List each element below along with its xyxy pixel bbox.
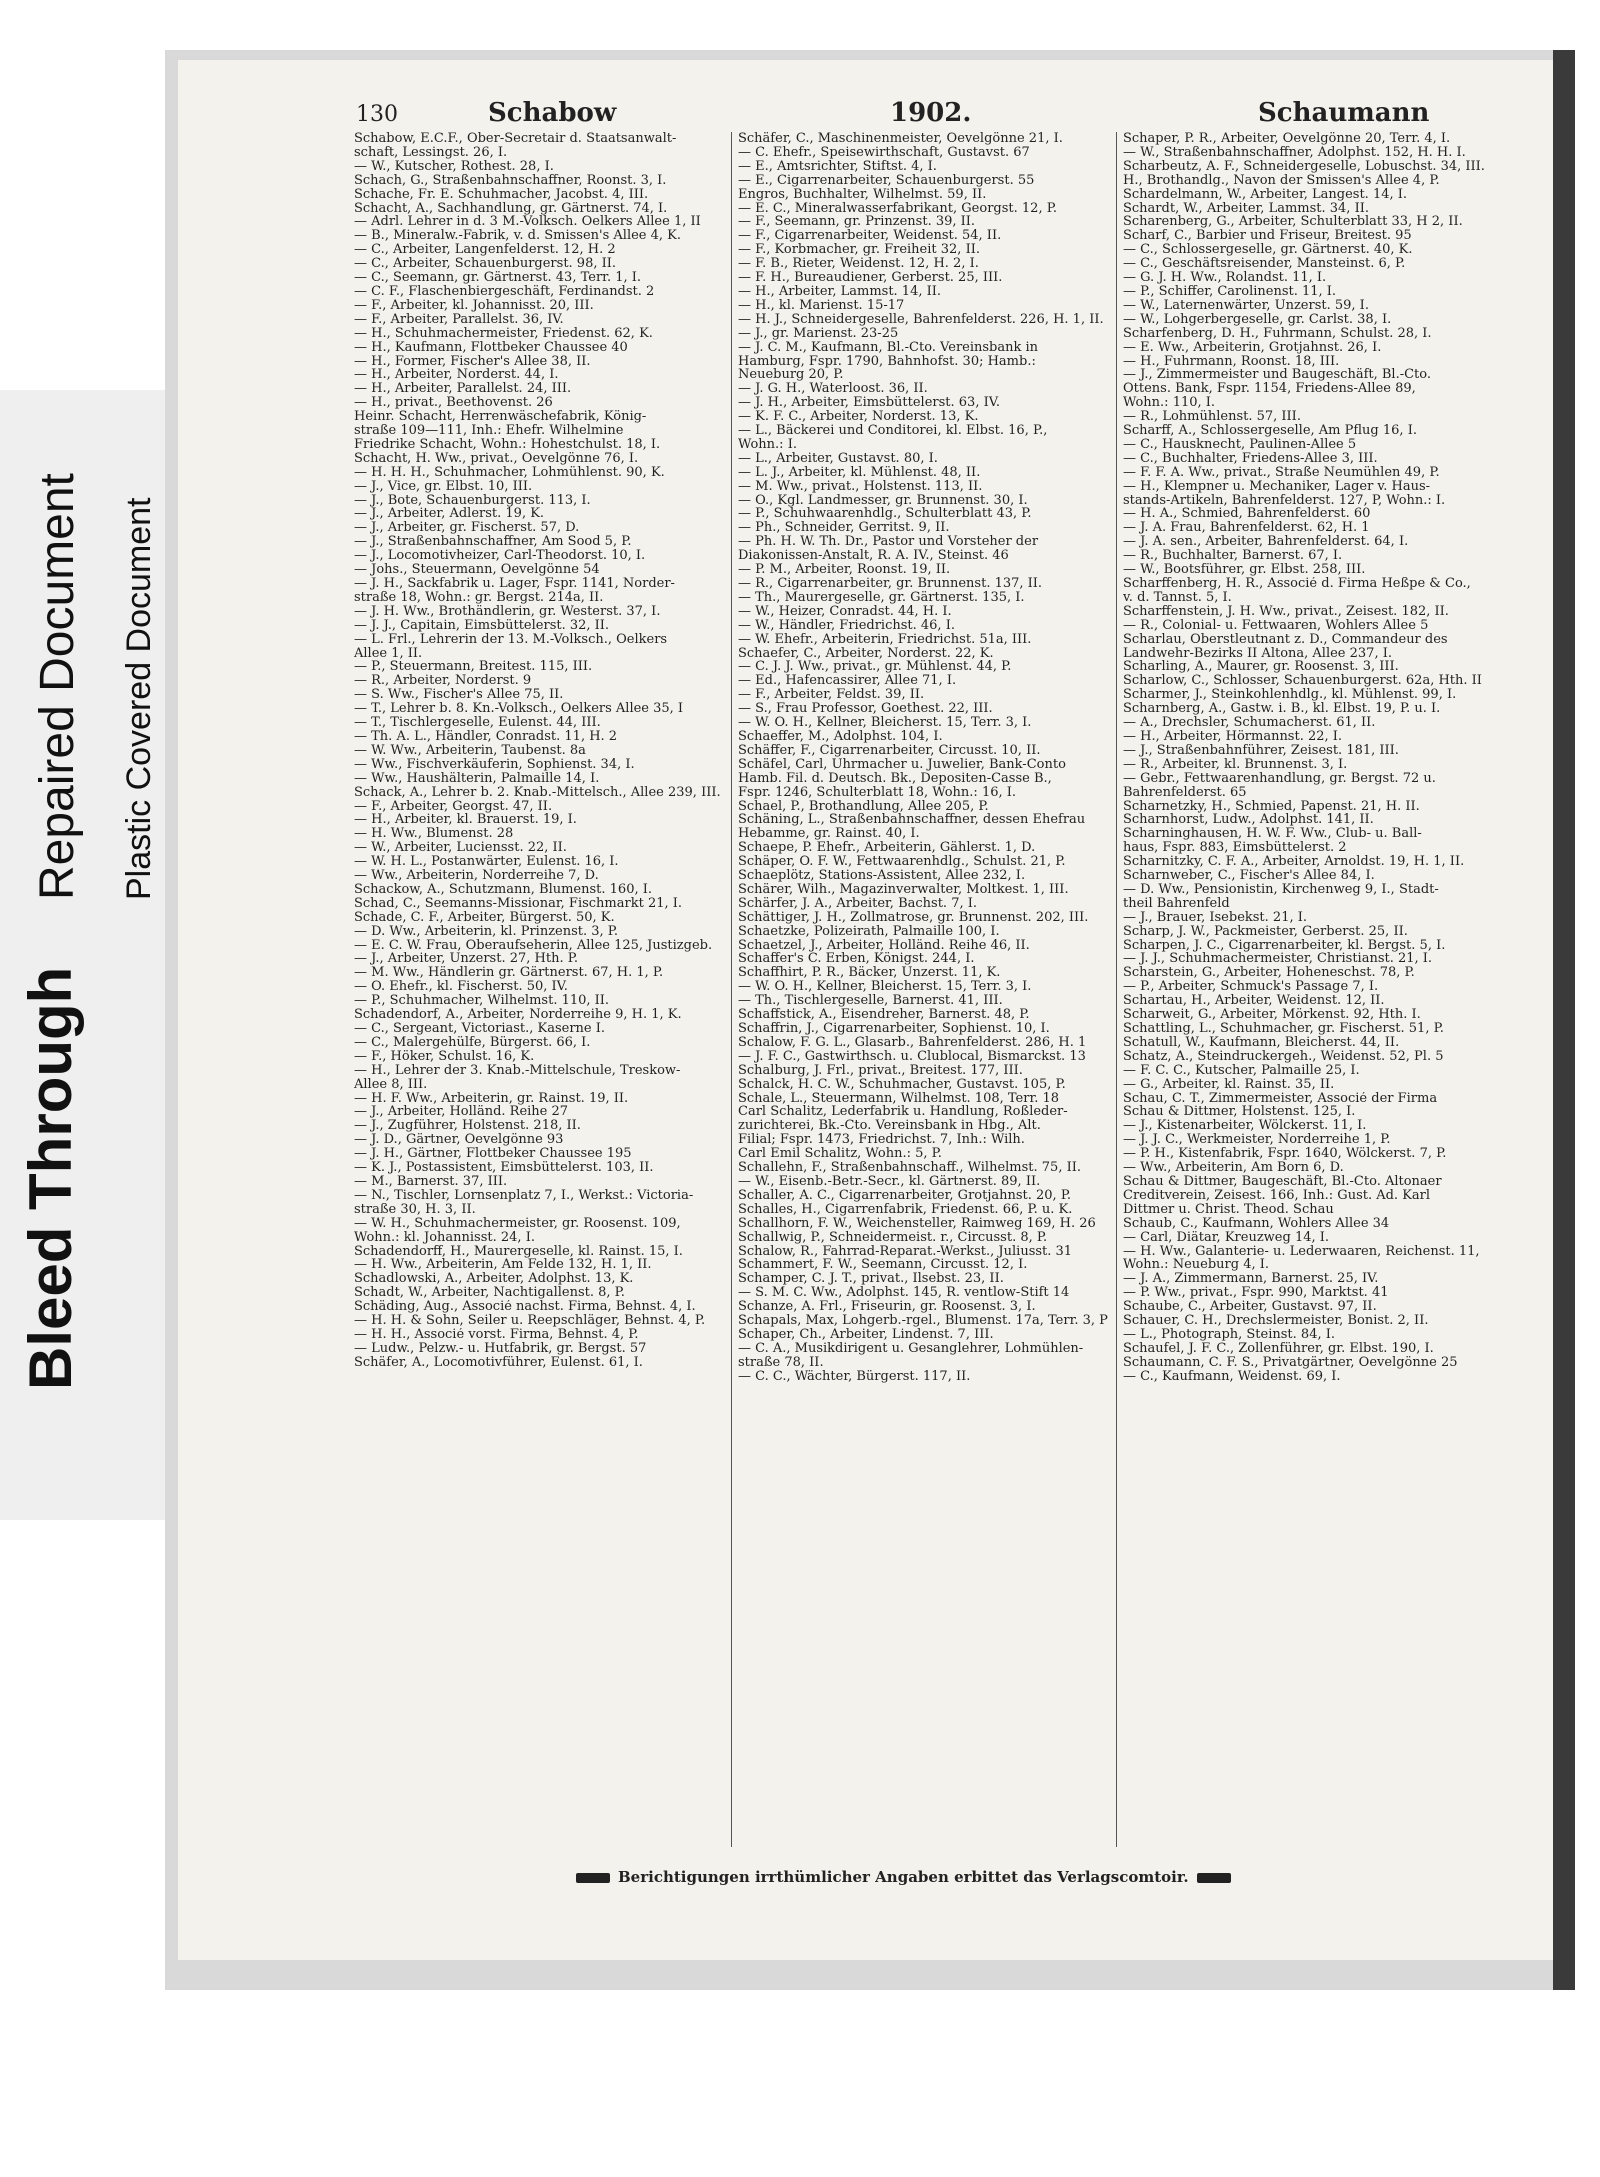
directory-entry: — E. Ww., Arbeiterin, Grotjahnst. 26, I. bbox=[1123, 340, 1382, 355]
directory-entry: Wohn.: Neueburg 4, I. bbox=[1123, 1258, 1269, 1273]
directory-entry: Schaffhirt, P. R., Bäcker, Unzerst. 11, K. bbox=[738, 966, 1001, 981]
directory-entry: Schaffrin, J., Cigarrenarbeiter, Sophienst. 10, I. bbox=[738, 1022, 1050, 1036]
directory-entry: — P., Steuermann, Breitest. 115, III. bbox=[354, 660, 593, 675]
directory-entry: Schaeffer, M., Adolphst. 104, I. bbox=[738, 729, 943, 744]
directory-entry: Scharenberg, G., Arbeiter, Schulterblatt 33, H 2, II. bbox=[1123, 215, 1463, 230]
directory-entry: — Th. A. L., Händler, Conradst. 11, H. 2 bbox=[354, 729, 618, 744]
directory-entry: v. d. Tannst. 5, I. bbox=[1123, 590, 1232, 605]
directory-entry: — W., Kutscher, Rothest. 28, I. bbox=[354, 159, 554, 174]
directory-entry: — R., Cigarrenarbeiter, gr. Brunnenst. 137, II. bbox=[738, 577, 1043, 591]
directory-entry: Schattling, L., Schuhmacher, gr. Fischerst. 51, P. bbox=[1123, 1022, 1444, 1036]
directory-entry: Wohn.: 110, I. bbox=[1123, 396, 1216, 411]
directory-entry: — Ludw., Pelzw.- u. Hutfabrik, gr. Bergst. 57 bbox=[354, 1341, 647, 1356]
directory-entry: — J., Zugführer, Holstenst. 218, II. bbox=[354, 1119, 581, 1134]
directory-entry: — K. J., Postassistent, Eimsbüttelerst. 103, II. bbox=[354, 1161, 654, 1175]
footer-note-text: Berichtigungen irrthümlicher Angaben erbittet das Verlagscomtoir. bbox=[618, 1868, 1189, 1886]
directory-entry: — H., Former, Fischer's Allee 38, II. bbox=[354, 354, 591, 369]
directory-entry: Schatz, A., Steindruckergeh., Weidenst. 52, Pl. 5 bbox=[1123, 1049, 1444, 1064]
directory-entry: Scharnweber, C., Fischer's Allee 84, I. bbox=[1123, 869, 1375, 883]
directory-entry: — C., Sergeant, Victoriast., Kaserne I. bbox=[354, 1022, 606, 1036]
directory-entry: Schallehn, F., Straßenbahnschaff., Wilhelmst. 75, II. bbox=[738, 1161, 1081, 1175]
directory-entry: Schacht, H. Ww., privat., Oevelgönne 76, I. bbox=[354, 451, 639, 466]
directory-entry: Scharp, J. W., Packmeister, Gerberst. 25, II. bbox=[1123, 924, 1408, 939]
directory-entry: — J. A. Frau, Bahrenfelderst. 62, H. 1 bbox=[1123, 521, 1370, 536]
directory-entry: Schallwig, P., Schneidermeist. r., Circusst. 8, P. bbox=[738, 1230, 1048, 1245]
directory-entry: — H. J., Schneidergeselle, Bahrenfelderst. 226, H. 1, II. bbox=[738, 312, 1104, 327]
directory-entry: — F., Cigarrenarbeiter, Weidenst. 54, II. bbox=[738, 229, 1002, 244]
directory-column-3 bbox=[1123, 132, 1518, 1384]
directory-entry: Scharlau, Oberstleutnant z. D., Commandeur des bbox=[1123, 632, 1448, 647]
directory-entry: — F., Arbeiter, Georgst. 47, II. bbox=[354, 799, 553, 814]
directory-entry: Schapals, Max, Lohgerb.-rgel., Blumenst. 17a, Terr. 3, P bbox=[738, 1314, 1108, 1328]
running-head-left: Schabow bbox=[488, 98, 617, 128]
directory-entry: Hamburg, Fspr. 1790, Bahnhofst. 30; Hamb.: bbox=[738, 354, 1036, 369]
directory-entry: straße 30, H. 3, II. bbox=[354, 1202, 476, 1217]
directory-entry: — S. Ww., Fischer's Allee 75, II. bbox=[354, 688, 564, 703]
directory-entry: Schäfer, A., Locomotivführer, Eulenst. 61, I. bbox=[354, 1355, 643, 1370]
directory-entry: Schale, L., Steuermann, Wilhelmst. 108, Terr. 18 bbox=[738, 1091, 1060, 1106]
directory-entry: H., Brothandlg., Navon der Smissen's Allee 4, P. bbox=[1123, 173, 1440, 188]
column-divider bbox=[731, 132, 732, 1847]
directory-entry: Ottens. Bank, Fspr. 1154, Friedens-Allee 89, bbox=[1123, 382, 1416, 397]
directory-entry: Carl Emil Schalitz, Wohn.: 5, P. bbox=[738, 1147, 942, 1162]
directory-entry: Schaepe, P. Ehefr., Arbeiterin, Gählerst. 1, D. bbox=[738, 841, 1036, 856]
directory-entry: — H., kl. Marienst. 15-17 bbox=[738, 298, 905, 313]
directory-entry: Schaffer's C. Erben, Königst. 244, I. bbox=[738, 952, 975, 967]
directory-entry: Schaube, C., Arbeiter, Gustavst. 97, II. bbox=[1123, 1300, 1377, 1315]
directory-entry: — G. J. H. Ww., Rolandst. 11, I. bbox=[1123, 271, 1327, 285]
directory-entry: — J., Brauer, Isebekst. 21, I. bbox=[1123, 910, 1307, 925]
directory-entry: — Ed., Hafencassirer, Allee 71, I. bbox=[738, 674, 957, 689]
directory-entry: — J. H., Gärtner, Flottbeker Chaussee 195 bbox=[354, 1147, 632, 1162]
directory-entry: — J., Arbeiter, Adlerst. 19, K. bbox=[354, 507, 545, 522]
directory-entry: Scharfenberg, D. H., Fuhrmann, Schulst. 28, I. bbox=[1123, 326, 1432, 341]
directory-entry: Scharweit, G., Arbeiter, Mörkenst. 92, Hth. I. bbox=[1123, 1008, 1421, 1022]
directory-entry: — W. H. L., Postanwärter, Eulenst. 16, I. bbox=[354, 855, 619, 870]
directory-entry: — C. J. J. Ww., privat., gr. Mühlenst. 44, P. bbox=[738, 660, 1012, 675]
directory-entry: zurichterei, Bk.-Cto. Vereinsbank in Hbg., Alt. bbox=[738, 1119, 1041, 1134]
directory-entry: — H., Schuhmachermeister, Friedenst. 62, K. bbox=[354, 326, 653, 341]
directory-entry: — F. H., Bureaudiener, Gerberst. 25, III. bbox=[738, 271, 1003, 285]
directory-entry: — C., Buchhalter, Friedens-Allee 3, III. bbox=[1123, 451, 1378, 466]
directory-entry: Schärfer, J. A., Arbeiter, Bachst. 7, I. bbox=[738, 896, 977, 911]
directory-entry: — J., Zimmermeister und Baugeschäft, Bl.-Cto. bbox=[1123, 368, 1432, 383]
directory-entry: — C., Arbeiter, Schauenburgerst. 98, II. bbox=[354, 257, 617, 272]
directory-entry: Schaetzel, J., Arbeiter, Holländ. Reihe 46, II. bbox=[738, 938, 1030, 953]
directory-entry: — J. H. Ww., Brothändlerin, gr. Westerst. 37, I. bbox=[354, 604, 661, 619]
directory-entry: Schättiger, J. H., Zollmatrose, gr. Brunnenst. 202, III. bbox=[738, 910, 1089, 925]
directory-page bbox=[178, 60, 1553, 1960]
directory-entry: Schaetzke, Polizeirath, Palmaille 100, I. bbox=[738, 924, 1000, 939]
directory-entry: — W. O. H., Kellner, Bleicherst. 15, Terr. 3, I. bbox=[738, 716, 1032, 730]
directory-entry: stands-Artikeln, Bahrenfelderst. 127, P, Wohn.: I. bbox=[1123, 493, 1446, 508]
directory-entry: straße 18, Wohn.: gr. Bergst. 214a, II. bbox=[354, 590, 604, 605]
directory-entry: — Th., Maurergeselle, gr. Gärtnerst. 135, I. bbox=[738, 590, 1025, 605]
directory-entry: Schaper, Ch., Arbeiter, Lindenst. 7, III. bbox=[738, 1327, 994, 1342]
directory-entry: — J., gr. Marienst. 23-25 bbox=[738, 326, 899, 341]
directory-entry: — W., Arbeiter, Luciensst. 22, II. bbox=[354, 841, 567, 856]
directory-entry: — S., Frau Professor, Goethest. 22, III. bbox=[738, 702, 993, 717]
directory-entry: — K. F. C., Arbeiter, Norderst. 13, K. bbox=[738, 410, 979, 425]
directory-entry: — Gebr., Fettwaarenhandlung, gr. Bergst. 72 u. bbox=[1123, 771, 1436, 786]
directory-entry: — T., Lehrer b. 8. Kn.-Volksch., Oelkers Allee 35, I bbox=[354, 702, 684, 717]
directory-entry: — H. F. Ww., Arbeiterin, gr. Rainst. 19, II. bbox=[354, 1091, 629, 1106]
directory-entry: Friedrike Schacht, Wohn.: Hohestchulst. 18, I. bbox=[354, 437, 661, 452]
directory-entry: Landwehr-Bezirks II Altona, Allee 237, I. bbox=[1123, 646, 1392, 661]
directory-entry: — L., Photograph, Steinst. 84, I. bbox=[1123, 1327, 1335, 1342]
page-number: 130 bbox=[356, 102, 398, 127]
directory-entry: Scharff, A., Schlossergeselle, Am Pflug 16, I. bbox=[1123, 424, 1417, 438]
directory-entry: — W., Lohgerbergeselle, gr. Carlst. 38, I. bbox=[1123, 312, 1392, 327]
directory-entry: Schaller, A. C., Cigarrenarbeiter, Grotjahnst. 20, P. bbox=[738, 1188, 1072, 1203]
directory-entry: — E., Amtsrichter, Stiftst. 4, I. bbox=[738, 159, 937, 174]
directory-entry: — R., Colonial- u. Fettwaaren, Wohlers Allee 5 bbox=[1123, 618, 1429, 633]
directory-entry: — A., Drechsler, Schumacherst. 61, II. bbox=[1123, 716, 1376, 730]
directory-entry: — W., Heizer, Conradst. 44, H. I. bbox=[738, 604, 952, 619]
directory-entry: — J. C. M., Kaufmann, Bl.-Cto. Vereinsbank in bbox=[738, 340, 1039, 355]
directory-entry: — J. J., Capitain, Eimsbüttelerst. 32, II. bbox=[354, 618, 610, 633]
directory-entry: Schach, G., Straßenbahnschaffner, Roonst. 3, I. bbox=[354, 173, 667, 188]
directory-entry: — M. Ww., Händlerin gr. Gärtnerst. 67, H. 1, P. bbox=[354, 966, 664, 981]
directory-entry: — E., Cigarrenarbeiter, Schauenburgerst. 55 bbox=[738, 173, 1035, 188]
directory-entry: — P. H., Kistenfabrik, Fspr. 1640, Wölckerst. 7, P. bbox=[1123, 1147, 1447, 1162]
directory-entry: — H. H., Associé vorst. Firma, Behnst. 4, P. bbox=[354, 1327, 639, 1342]
directory-entry: — C., Schlossergeselle, gr. Gärtnerst. 40, K. bbox=[1123, 243, 1413, 258]
directory-entry: Schaffstick, A., Eisendreher, Barnerst. 48, P. bbox=[738, 1008, 1030, 1022]
directory-entry: Schammert, F. W., Seemann, Circusst. 12, I. bbox=[738, 1258, 1028, 1273]
directory-entry: — Johs., Steuermann, Oevelgönne 54 bbox=[354, 563, 600, 577]
directory-entry: — C., Arbeiter, Langenfelderst. 12, H. 2 bbox=[354, 243, 616, 258]
directory-entry: — C., Kaufmann, Weidenst. 69, I. bbox=[1123, 1369, 1341, 1384]
directory-entry: Schäffer, F., Cigarrenarbeiter, Circusst. 10, II. bbox=[738, 743, 1041, 758]
directory-entry: — C., Geschäftsreisender, Mansteinst. 6, P. bbox=[1123, 257, 1406, 272]
directory-entry: — F. C. C., Kutscher, Palmaille 25, I. bbox=[1123, 1063, 1360, 1078]
directory-entry: — S. M. C. Ww., Adolphst. 145, R. ventlow-Stift 14 bbox=[738, 1286, 1070, 1301]
directory-entry: Schache, Fr. E. Schuhmacher, Jacobst. 4, III. bbox=[354, 187, 649, 202]
running-head-right: Schaumann bbox=[1258, 98, 1430, 128]
directory-entry: theil Bahrenfeld bbox=[1123, 896, 1230, 911]
directory-entry: — H., Arbeiter, Lammst. 14, II. bbox=[738, 284, 942, 299]
directory-entry: — Th., Tischlergeselle, Barnerst. 41, III. bbox=[738, 994, 1003, 1009]
directory-entry: — J. F. C., Gastwirthsch. u. Clublocal, Bismarckst. 13 bbox=[738, 1049, 1086, 1064]
directory-entry: — D. Ww., Pensionistin, Kirchenweg 9, I., Stadt- bbox=[1123, 882, 1439, 897]
directory-entry: Schartau, H., Arbeiter, Weidenst. 12, II. bbox=[1123, 994, 1385, 1009]
directory-entry: — O. Ehefr., kl. Fischerst. 50, IV. bbox=[354, 980, 568, 995]
directory-entry: — H., Fuhrmann, Roonst. 18, III. bbox=[1123, 354, 1340, 369]
column-divider bbox=[1116, 132, 1117, 1847]
directory-entry: Scharling, A., Maurer, gr. Roosenst. 3, III. bbox=[1123, 660, 1399, 675]
directory-entry: Scharbeutz, A. F., Schneidergeselle, Lobuschst. 34, III. bbox=[1123, 159, 1485, 174]
directory-column-1 bbox=[354, 132, 726, 1370]
footer-note bbox=[568, 1868, 1239, 1886]
directory-entry: Engros, Buchhalter, Wilhelmst. 59, II. bbox=[738, 187, 987, 202]
directory-entry: Schaper, P. R., Arbeiter, Oevelgönne 20, Terr. 4, I. bbox=[1123, 132, 1451, 146]
directory-entry: — R., Arbeiter, kl. Brunnenst. 3, I. bbox=[1123, 757, 1348, 772]
directory-entry: Schäper, O. F. W., Fettwaarenhdlg., Schulst. 21, P. bbox=[738, 855, 1066, 870]
directory-entry: — J., Bote, Schauenburgerst. 113, I. bbox=[354, 493, 591, 508]
directory-entry: Schackow, A., Schutzmann, Blumenst. 160, I. bbox=[354, 882, 653, 897]
directory-entry: — C. A., Musikdirigent u. Gesanglehrer, Lohmühlen- bbox=[738, 1341, 1084, 1356]
directory-entry: Scharlow, C., Schlosser, Schauenburgerst. 62a, Hth. II bbox=[1123, 674, 1482, 689]
directory-entry: — J., Arbeiter, gr. Fischerst. 57, D. bbox=[354, 521, 580, 536]
directory-entry: Schardt, W., Arbeiter, Lammst. 34, II. bbox=[1123, 201, 1369, 216]
directory-entry: Schad, C., Seemanns-Missionar, Fischmarkt 21, I. bbox=[354, 896, 683, 911]
directory-entry: Schade, C. F., Arbeiter, Bürgerst. 50, K. bbox=[354, 910, 615, 925]
directory-entry: — H. Ww., Blumenst. 28 bbox=[354, 827, 514, 842]
directory-entry: Creditverein, Zeisest. 166, Inh.: Gust. Ad. Karl bbox=[1123, 1188, 1431, 1203]
directory-entry: Schadlowski, A., Arbeiter, Adolphst. 13, K. bbox=[354, 1272, 634, 1287]
directory-entry: — W. Ehefr., Arbeiterin, Friedrichst. 51a, III. bbox=[738, 632, 1032, 647]
directory-entry: — N., Tischler, Lornsenplatz 7, I., Werkst.: Victoria- bbox=[354, 1188, 694, 1203]
directory-entry: Scharffenstein, J. H. Ww., privat., Zeisest. 182, II. bbox=[1123, 604, 1449, 619]
directory-entry: — Ww., Arbeiterin, Am Born 6, D. bbox=[1123, 1161, 1344, 1175]
directory-entry: — H., privat., Beethovenst. 26 bbox=[354, 396, 553, 411]
directory-entry: Schärer, Wilh., Magazinverwalter, Moltkest. 1, III. bbox=[738, 882, 1069, 897]
directory-entry: Schatull, W., Kaufmann, Bleicherst. 44, II. bbox=[1123, 1035, 1400, 1050]
directory-entry: — J. H., Sackfabrik u. Lager, Fspr. 1141, Norder- bbox=[354, 577, 675, 591]
directory-entry: schaft, Lessingst. 26, I. bbox=[354, 145, 508, 160]
directory-entry: Schaufel, J. F. C., Zollenführer, gr. Elbst. 190, I. bbox=[1123, 1341, 1434, 1356]
directory-entry: — W., Straßenbahnschaffner, Adolphst. 152, H. H. I. bbox=[1123, 145, 1466, 160]
directory-entry: Dittmer u. Christ. Theod. Schau bbox=[1123, 1202, 1334, 1217]
directory-entry: Schalburg, J. Frl., privat., Breitest. 177, III. bbox=[738, 1063, 1023, 1078]
directory-entry: — F., Korbmacher, gr. Freiheit 32, II. bbox=[738, 243, 980, 258]
directory-entry: — H., Arbeiter, Hörmannst. 22, I. bbox=[1123, 729, 1343, 744]
directory-entry: — R., Buchhalter, Barnerst. 67, I. bbox=[1123, 549, 1343, 564]
pointing-hand-left-icon bbox=[576, 1873, 610, 1883]
directory-entry: — Ww., Fischverkäuferin, Sophienst. 34, I. bbox=[354, 757, 635, 772]
directory-entry: — H. Ww., Galanterie- u. Lederwaaren, Reichenst. 11, bbox=[1123, 1244, 1480, 1259]
directory-entry: Schalow, F. G. L., Glasarb., Bahrenfelderst. 286, H. 1 bbox=[738, 1035, 1087, 1050]
directory-entry: Scharnetzky, H., Schmied, Papenst. 21, H. II. bbox=[1123, 799, 1420, 814]
directory-entry: — R., Lohmühlenst. 57, III. bbox=[1123, 410, 1301, 425]
directory-entry: Schadendorf, A., Arbeiter, Norderreihe 9, H. 1, K. bbox=[354, 1008, 682, 1022]
directory-entry: — T., Tischlergeselle, Eulenst. 44, III. bbox=[354, 716, 601, 730]
directory-entry: — P., Schuhmacher, Wilhelmst. 110, II. bbox=[354, 994, 610, 1009]
directory-entry: Schalck, H. C. W., Schuhmacher, Gustavst. 105, P. bbox=[738, 1077, 1066, 1092]
directory-entry: — B., Mineralw.-Fabrik, v. d. Smissen's Allee 4, K. bbox=[354, 229, 682, 244]
directory-entry: — J. G. H., Waterloost. 36, II. bbox=[738, 382, 928, 397]
directory-entry: — L., Arbeiter, Gustavst. 80, I. bbox=[738, 451, 938, 466]
directory-entry: — J., Arbeiter, Holländ. Reihe 27 bbox=[354, 1105, 569, 1120]
directory-entry: — L. Frl., Lehrerin der 13. M.-Volksch., Oelkers bbox=[354, 632, 668, 647]
directory-entry: — H., Lehrer der 3. Knab.-Mittelschule, Treskow- bbox=[354, 1063, 681, 1078]
directory-entry: — M. Ww., privat., Holstenst. 113, II. bbox=[738, 479, 983, 494]
directory-entry: — F., Seemann, gr. Prinzenst. 39, II. bbox=[738, 215, 976, 230]
directory-entry: Schäfel, Carl, Uhrmacher u. Juwelier, Bank-Conto bbox=[738, 757, 1066, 772]
directory-entry: — F., Arbeiter, Feldst. 39, II. bbox=[738, 688, 925, 703]
directory-entry: — H. H. H., Schuhmacher, Lohmühlenst. 90, K. bbox=[354, 465, 665, 480]
directory-entry: — J. D., Gärtner, Oevelgönne 93 bbox=[354, 1133, 564, 1148]
directory-entry: — J., Arbeiter, Unzerst. 27, Hth. P. bbox=[354, 952, 578, 967]
directory-entry: Schau, C. T., Zimmermeister, Associé der Firma bbox=[1123, 1091, 1438, 1106]
directory-entry: Schadendorff, H., Maurergeselle, kl. Rainst. 15, I. bbox=[354, 1244, 683, 1259]
directory-entry: — O., Kgl. Landmesser, gr. Brunnenst. 30, I. bbox=[738, 493, 1028, 508]
directory-entry: Schael, P., Brothandlung, Allee 205, P. bbox=[738, 799, 989, 814]
directory-entry: Bahrenfelderst. 65 bbox=[1123, 785, 1247, 800]
running-head-year: 1902. bbox=[890, 98, 972, 128]
directory-entry: — J., Locomotivheizer, Carl-Theodorst. 10, I. bbox=[354, 549, 646, 564]
directory-entry: — H., Kaufmann, Flottbeker Chaussee 40 bbox=[354, 340, 628, 355]
directory-entry: — W. H., Schuhmachermeister, gr. Roosenst. 109, bbox=[354, 1216, 681, 1231]
directory-column-2 bbox=[738, 132, 1110, 1384]
pointing-hand-right-icon bbox=[1197, 1873, 1231, 1883]
directory-entry: — J., Vice, gr. Elbst. 10, III. bbox=[354, 479, 533, 494]
directory-entry: — F., Höker, Schulst. 16, K. bbox=[354, 1049, 535, 1064]
directory-entry: — H., Arbeiter, Parallelst. 24, III. bbox=[354, 382, 572, 397]
directory-entry: — P., Schiffer, Carolinenst. 11, I. bbox=[1123, 284, 1337, 299]
stamp-plastic-covered: Plastic Covered Document bbox=[120, 497, 158, 900]
directory-entry: Scharmer, J., Steinkohlenhdlg., kl. Mühlenst. 99, I. bbox=[1123, 688, 1457, 703]
directory-entry: — J. A., Zimmermann, Barnerst. 25, IV. bbox=[1123, 1272, 1379, 1287]
directory-entry: Scharnitzky, C. F. A., Arbeiter, Arnoldst. 19, H. 1, II. bbox=[1123, 855, 1465, 870]
directory-entry: straße 78, II. bbox=[738, 1355, 824, 1370]
directory-entry: — D. Ww., Arbeiterin, kl. Prinzenst. 3, P. bbox=[354, 924, 619, 939]
directory-entry: — J. J., Schuhmachermeister, Christianst. 21, I. bbox=[1123, 952, 1433, 967]
directory-entry: — W., Eisenb.-Betr.-Secr., kl. Gärtnerst. 89, II. bbox=[738, 1174, 1041, 1189]
directory-entry: — Ww., Haushälterin, Palmaille 14, I. bbox=[354, 771, 600, 786]
directory-entry: — L., Bäckerei und Conditorei, kl. Elbst. 16, P., bbox=[738, 424, 1048, 438]
directory-entry: Schaumann, C. F. S., Privatgärtner, Oevelgönne 25 bbox=[1123, 1355, 1458, 1370]
directory-entry: Schadt, W., Arbeiter, Nachtigallenst. 8, P. bbox=[354, 1286, 625, 1301]
directory-entry: Neueburg 20, P. bbox=[738, 368, 844, 383]
directory-entry: Schaefer, C., Arbeiter, Norderst. 22, K. bbox=[738, 646, 994, 661]
directory-entry: — H. Ww., Arbeiterin, Am Felde 132, H. 1, II. bbox=[354, 1258, 652, 1273]
directory-entry: — W., Händler, Friedrichst. 46, I. bbox=[738, 618, 955, 633]
directory-entry: — J., Kistenarbeiter, Wölckerst. 11, I. bbox=[1123, 1119, 1367, 1134]
directory-entry: — H., Arbeiter, Norderst. 44, I. bbox=[354, 368, 559, 383]
directory-entry: Fspr. 1246, Schulterblatt 18, Wohn.: 16, I. bbox=[738, 785, 1017, 800]
directory-entry: — W. O. H., Kellner, Bleicherst. 15, Terr. 3, I. bbox=[738, 980, 1032, 995]
directory-entry: — H., Klempner u. Mechaniker, Lager v. Haus- bbox=[1123, 479, 1431, 494]
directory-entry: — C. Ehefr., Speisewirthschaft, Gustavst. 67 bbox=[738, 145, 1030, 160]
directory-entry: — W., Bootsführer, gr. Elbst. 258, III. bbox=[1123, 563, 1366, 577]
directory-entry: — P. M., Arbeiter, Roonst. 19, II. bbox=[738, 563, 951, 577]
stamp-repaired-document: Repaired Document bbox=[31, 473, 84, 900]
directory-entry: Schalles, H., Cigarrenfabrik, Friedenst. 66, P. u. K. bbox=[738, 1202, 1073, 1217]
directory-entry: — Ww., Arbeiterin, Norderreihe 7, D. bbox=[354, 869, 599, 883]
book-spine-edge bbox=[1553, 50, 1575, 1990]
directory-entry: Schalow, R., Fahrrad-Reparat.-Werkst., Juliusst. 31 bbox=[738, 1244, 1073, 1259]
directory-entry: — J. J. C., Werkmeister, Norderreihe 1, P. bbox=[1123, 1133, 1391, 1148]
directory-entry: — Ph. H. W. Th. Dr., Pastor und Vorsteher der bbox=[738, 535, 1039, 550]
directory-entry: Scharstein, G., Arbeiter, Hoheneschst. 78, P. bbox=[1123, 966, 1415, 981]
directory-entry: Allee 1, II. bbox=[354, 646, 423, 661]
directory-entry: — E. C. W. Frau, Oberaufseherin, Allee 125, Justizgeb. bbox=[354, 938, 713, 953]
directory-entry: — E. C., Mineralwasserfabrikant, Georgst. 12, P. bbox=[738, 201, 1057, 216]
directory-entry: — J., Straßenbahnschaffner, Am Sood 5, P. bbox=[354, 535, 632, 550]
directory-entry: Schau & Dittmer, Holstenst. 125, I. bbox=[1123, 1105, 1356, 1120]
directory-entry: Schacht, A., Sachhandlung, gr. Gärtnerst. 74, I. bbox=[354, 201, 668, 216]
directory-entry: Carl Schalitz, Lederfabrik u. Handlung, Roßleder- bbox=[738, 1105, 1068, 1120]
directory-entry: Schallhorn, F. W., Weichensteller, Raimweg 169, H. 26 bbox=[738, 1216, 1096, 1231]
directory-entry: Schardelmann, W., Arbeiter, Langest. 14, I. bbox=[1123, 187, 1408, 202]
directory-entry: Schäning, L., Straßenbahnschaffner, dessen Ehefrau bbox=[738, 813, 1086, 828]
directory-entry: Scharffenberg, H. R., Associé d. Firma Heßpe & Co., bbox=[1123, 577, 1471, 591]
directory-entry: — C., Seemann, gr. Gärtnerst. 43, Terr. 1, I. bbox=[354, 271, 642, 285]
directory-entry: Scharf, C., Barbier und Friseur, Breitest. 95 bbox=[1123, 229, 1412, 244]
directory-entry: — J. A. sen., Arbeiter, Bahrenfelderst. 64, I. bbox=[1123, 535, 1409, 550]
directory-entry: Filial; Fspr. 1473, Friedrichst. 7, Inh.: Wilh. bbox=[738, 1133, 1025, 1148]
directory-entry: — M., Barnerst. 37, III. bbox=[354, 1174, 508, 1189]
directory-entry: — Ph., Schneider, Gerritst. 9, II. bbox=[738, 521, 950, 536]
directory-entry: — P., Arbeiter, Schmuck's Passage 7, I. bbox=[1123, 980, 1379, 995]
directory-entry: — Adrl. Lehrer in d. 3 M.-Volksch. Oelkers Allee 1, II bbox=[354, 215, 701, 230]
directory-entry: — F. B., Rieter, Weidenst. 12, H. 2, I. bbox=[738, 257, 979, 272]
directory-entry: Allee 8, III. bbox=[354, 1077, 428, 1092]
directory-entry: — F. F. A. Ww., privat., Straße Neumühlen 49, P. bbox=[1123, 465, 1440, 480]
directory-entry: Scharninghausen, H. W. F. Ww., Club- u. Ball- bbox=[1123, 827, 1422, 842]
directory-entry: — Carl, Diätar, Kreuzweg 14, I. bbox=[1123, 1230, 1330, 1245]
directory-entry: — R., Arbeiter, Norderst. 9 bbox=[354, 674, 532, 689]
directory-entry: Schaeplötz, Stations-Assistent, Allee 232, I. bbox=[738, 869, 1026, 883]
directory-entry: Diakonissen-Anstalt, R. A. IV., Steinst. 46 bbox=[738, 549, 1009, 564]
directory-entry: Scharpen, J. C., Cigarrenarbeiter, kl. Bergst. 5, I. bbox=[1123, 938, 1446, 953]
directory-entry: — C. C., Wächter, Bürgerst. 117, II. bbox=[738, 1369, 971, 1384]
directory-entry: haus, Fspr. 883, Eimsbüttelerst. 2 bbox=[1123, 841, 1347, 856]
directory-entry: Scharnberg, A., Gastw. i. B., kl. Elbst. 19, P. u. I. bbox=[1123, 702, 1441, 717]
directory-entry: Schanze, A. Frl., Friseurin, gr. Roosenst. 3, I. bbox=[738, 1300, 1036, 1315]
directory-entry: — H., Arbeiter, kl. Brauerst. 19, I. bbox=[354, 813, 577, 828]
directory-entry: — W., Laternenwärter, Unzerst. 59, I. bbox=[1123, 298, 1369, 313]
directory-entry: — L. J., Arbeiter, kl. Mühlenst. 48, II. bbox=[738, 465, 981, 480]
directory-entry: — H. H. & Sohn, Seiler u. Reepschläger, Behnst. 4, P. bbox=[354, 1314, 706, 1328]
directory-entry: Wohn.: I. bbox=[738, 437, 797, 452]
directory-entry: straße 109—111, Inh.: Ehefr. Wilhelmine bbox=[354, 424, 624, 438]
directory-entry: Schauer, C. H., Drechslermeister, Bonist. 2, II. bbox=[1123, 1314, 1429, 1328]
directory-entry: — F., Arbeiter, Parallelst. 36, IV. bbox=[354, 312, 564, 327]
directory-entry: — J. H., Arbeiter, Eimsbüttelerst. 63, IV. bbox=[738, 396, 1000, 411]
directory-entry: Schamper, C. J. T., privat., Ilsebst. 23, II. bbox=[738, 1272, 1004, 1287]
directory-entry: Schaub, C., Kaufmann, Wohlers Allee 34 bbox=[1123, 1216, 1390, 1231]
directory-entry: Hebamme, gr. Rainst. 40, I. bbox=[738, 827, 920, 842]
directory-entry: — C., Hausknecht, Paulinen-Allee 5 bbox=[1123, 437, 1357, 452]
stamp-bleed-through: Bleed Through bbox=[17, 966, 84, 1390]
directory-entry: Schäfer, C., Maschinenmeister, Oevelgönne 21, I. bbox=[738, 132, 1063, 146]
directory-entry: Schäding, Aug., Associé nachst. Firma, Behnst. 4, I. bbox=[354, 1300, 696, 1315]
directory-entry: — P., Schuhwaarenhdlg., Schulterblatt 43, P. bbox=[738, 507, 1032, 522]
directory-entry: Schack, A., Lehrer b. 2. Knab.-Mittelsch., Allee 239, III. bbox=[354, 785, 721, 800]
directory-entry: — C., Malergehülfe, Bürgerst. 66, I. bbox=[354, 1035, 591, 1050]
directory-entry: Hamb. Fil. d. Deutsch. Bk., Depositen-Casse B., bbox=[738, 771, 1052, 786]
directory-entry: — J., Straßenbahnführer, Zeisest. 181, III. bbox=[1123, 743, 1399, 758]
directory-entry: Schabow, E.C.F., Ober-Secretair d. Staatsanwalt- bbox=[354, 132, 677, 146]
directory-entry: Wohn.: kl. Johannisst. 24, I. bbox=[354, 1230, 535, 1245]
directory-entry: — W. Ww., Arbeiterin, Taubenst. 8a bbox=[354, 743, 586, 758]
directory-entry: — F., Arbeiter, kl. Johannisst. 20, III. bbox=[354, 298, 594, 313]
directory-entry: — H. A., Schmied, Bahrenfelderst. 60 bbox=[1123, 507, 1371, 522]
directory-entry: Schau & Dittmer, Baugeschäft, Bl.-Cto. Altonaer bbox=[1123, 1174, 1442, 1189]
directory-entry: — G., Arbeiter, kl. Rainst. 35, II. bbox=[1123, 1077, 1335, 1092]
directory-entry: — C. F., Flaschenbiergeschäft, Ferdinandst. 2 bbox=[354, 284, 655, 299]
directory-entry: Scharnhorst, Ludw., Adolphst. 141, II. bbox=[1123, 813, 1374, 828]
directory-entry: Heinr. Schacht, Herrenwäschefabrik, König- bbox=[354, 410, 647, 425]
directory-entry: — P. Ww., privat., Fspr. 990, Marktst. 41 bbox=[1123, 1286, 1389, 1301]
